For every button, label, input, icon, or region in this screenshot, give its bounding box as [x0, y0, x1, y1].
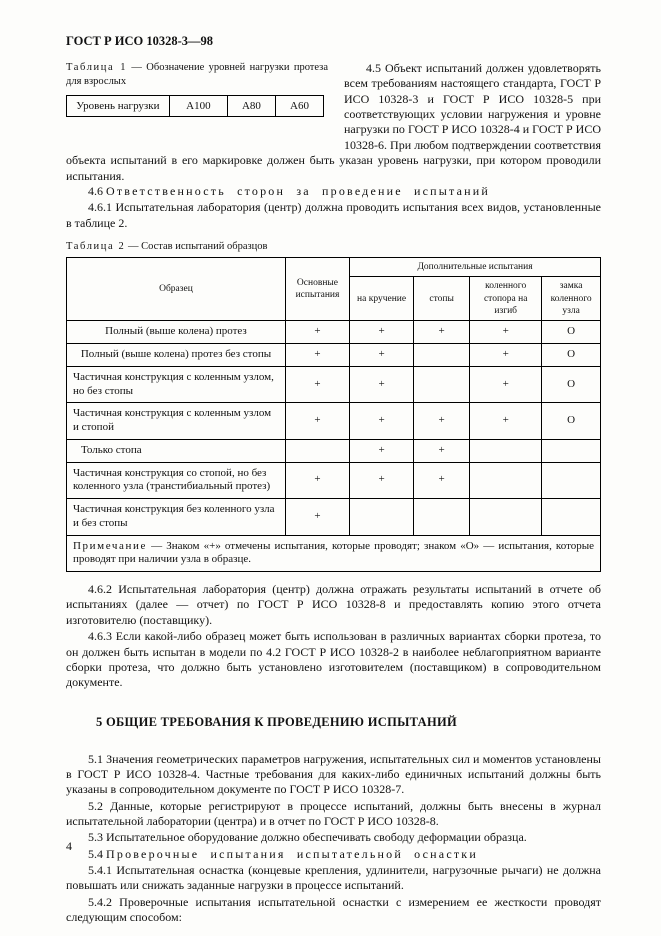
top-section	[66, 61, 601, 184]
heading-5-4-text: Проверочные испытания испытательной оснастки	[106, 846, 478, 861]
table-row	[67, 403, 601, 440]
value-cell: +	[285, 366, 349, 403]
value-cell: +	[350, 344, 414, 367]
value-cell	[414, 344, 470, 367]
value-cell	[470, 462, 542, 499]
subcolumn-header-foot: стопы	[414, 277, 470, 321]
note-text: — Знаком «+» отмечены испытания, которые проводят; знаком «О» — испытания, которые проводят при наличии узла в образце.	[73, 539, 595, 566]
table-row	[67, 462, 601, 499]
table-note-cell	[67, 535, 601, 572]
value-cell	[414, 499, 470, 536]
load-level-value-cell: А80	[227, 96, 275, 117]
value-cell: О	[542, 344, 601, 367]
paragraph-5-4-2: 5.4.2 Проверочные испытания испытательной оснастки с измерением ее жесткости проводят следующим способом:	[66, 894, 601, 925]
value-cell: +	[414, 439, 470, 462]
load-level-value-cell: А60	[275, 96, 323, 117]
table2-caption	[66, 241, 601, 252]
table-row	[67, 321, 601, 344]
value-cell	[542, 462, 601, 499]
table1-caption-text: — Обозначение уровней нагрузки протеза для взрослых	[66, 62, 328, 87]
page-number: 4	[66, 839, 72, 853]
value-cell: +	[285, 321, 349, 344]
value-cell	[470, 499, 542, 536]
table1-block	[66, 61, 328, 153]
value-cell: +	[350, 403, 414, 440]
table2-header	[67, 257, 601, 320]
value-cell	[542, 439, 601, 462]
paragraph-5-3: 5.3 Испытательное оборудование должно обеспечивать свободу деформации образца.	[88, 830, 527, 845]
column-header-main-tests: Основные испытания	[285, 257, 349, 320]
subcolumn-header-torsion: на кручение	[350, 277, 414, 321]
specimen-cell: Частичная конструкция без коленного узла и без стопы	[67, 499, 286, 536]
value-cell: О	[542, 403, 601, 440]
table-note-row	[67, 535, 601, 572]
paragraph-4-6-3: 4.6.3 Если какой-либо образец может быть использован в различных вариантах сборки протеза, то он должен быть испытан в модели по 4.2 ГОСТ Р ИСО 10328-2 в наиболее неблагоприятном варианте сборки протеза, что должно быть установлено изготовителем (поставщиком) в сопроводительном документе.	[66, 629, 601, 690]
heading-5-4	[66, 847, 601, 862]
value-cell	[542, 499, 601, 536]
value-cell	[414, 366, 470, 403]
load-level-label-cell: Уровень нагрузки	[67, 96, 170, 117]
column-header-additional-tests: Дополнительные испытания	[350, 257, 601, 276]
value-cell: +	[470, 366, 542, 403]
paragraph-5-1: 5.1 Значения геометрических параметров нагружения, испытательных сил и моментов установлены в ГОСТ Р ИСО 10328-4. Частные требования для каких-либо единичных испытаний должны быть указаны в сопроводительном документе по ГОСТ Р ИСО 10328-7.	[66, 751, 601, 797]
value-cell: +	[414, 462, 470, 499]
column-header-specimen: Образец	[67, 257, 286, 320]
load-levels-table	[66, 95, 324, 117]
table-row	[67, 439, 601, 462]
specimen-cell: Частичная конструкция с коленным узлом и стопой	[67, 403, 286, 440]
table-row	[67, 344, 601, 367]
table2-caption-text: — Состав испытаний образцов	[127, 240, 268, 252]
paragraph-4-6-2: 4.6.2 Испытательная лаборатория (центр) должна отражать результаты испытаний в отчете об испытаниях (далее — отчет) по ГОСТ Р ИСО 10328-8 и предоставлять копию этого отчета изготовителю (поставщику).	[66, 582, 601, 627]
table-row	[67, 96, 324, 117]
value-cell: +	[414, 321, 470, 344]
value-cell: +	[350, 366, 414, 403]
value-cell	[470, 439, 542, 462]
specimen-cell: Полный (выше колена) протез	[67, 321, 286, 344]
subcolumn-header-knee-lock: замка коленного узла	[542, 277, 601, 321]
value-cell: +	[285, 403, 349, 440]
value-cell: О	[542, 366, 601, 403]
note-label: Примечание	[73, 539, 147, 552]
value-cell: +	[350, 462, 414, 499]
value-cell: +	[470, 321, 542, 344]
specimen-cell: Только стопа	[67, 439, 286, 462]
specimen-cell: Частичная конструкция со стопой, но без коленного узла (транстибиальный протез)	[67, 462, 286, 499]
value-cell: +	[350, 439, 414, 462]
section-5-heading: 5 ОБЩИЕ ТРЕБОВАНИЯ К ПРОВЕДЕНИЮ ИСПЫТАНИЙ	[96, 714, 458, 729]
table1-caption-label: Таблица 1	[66, 62, 128, 73]
value-cell: О	[542, 321, 601, 344]
heading-4-6-number: 4.6	[88, 183, 103, 198]
value-cell: +	[414, 403, 470, 440]
value-cell: +	[350, 321, 414, 344]
value-cell: +	[470, 344, 542, 367]
heading-4-6-text: Ответственность сторон за проведение испытаний	[106, 183, 491, 198]
table-row	[67, 366, 601, 403]
page-header: ГОСТ Р ИСО 10328-3—98	[66, 34, 214, 48]
test-composition-table	[66, 257, 601, 572]
value-cell	[350, 499, 414, 536]
value-cell	[285, 439, 349, 462]
table2-caption-label: Таблица 2	[66, 240, 126, 252]
paragraph-4-6-1: 4.6.1 Испытательная лаборатория (центр) должна проводить испытания всех видов, установленные в таблице 2.	[66, 200, 601, 230]
paragraph-5-4-1: 5.4.1 Испытательная оснастка (концевые крепления, удлинители, нагрузочные рычаги) не должна повышать или снижать заданные нагрузки в процессе испытаний.	[66, 863, 601, 893]
value-cell: +	[470, 403, 542, 440]
subcolumn-header-knee-stop: коленного стопора на изгиб	[470, 277, 542, 321]
specimen-cell: Частичная конструкция с коленным узлом, но без стопы	[67, 366, 286, 403]
value-cell: +	[285, 499, 349, 536]
heading-5-4-number: 5.4	[88, 846, 103, 861]
paragraph-5-2: 5.2 Данные, которые регистрируют в процессе испытаний, должны быть внесены в журнал испытательной лаборатории (центра) и в отчет по ГОСТ Р ИСО 10328-8.	[66, 798, 601, 829]
load-level-value-cell: А100	[169, 96, 227, 117]
value-cell: +	[285, 344, 349, 367]
table-row	[67, 499, 601, 536]
heading-4-6	[66, 184, 601, 199]
value-cell: +	[285, 462, 349, 499]
table1-caption	[66, 61, 328, 88]
specimen-cell: Полный (выше колена) протез без стопы	[67, 344, 286, 367]
table-header-row	[67, 257, 601, 276]
paragraph-4-5: 4.5 Объект испытаний должен удовлетворять всем требованиям настоящего стандарта, ГОСТ Р ИСО 10328-3 и ГОСТ Р ИСО 10328-5 при соответствующих условии нагружения и уровне нагрузки по ГОСТ Р ИСО 10328-4 и ГОСТ Р ИСО 10328-6. При любом подтверждении соответствия объекта испытаний в его маркировке должен быть указан уровень нагрузки, при котором проводили испытания.	[66, 61, 601, 183]
